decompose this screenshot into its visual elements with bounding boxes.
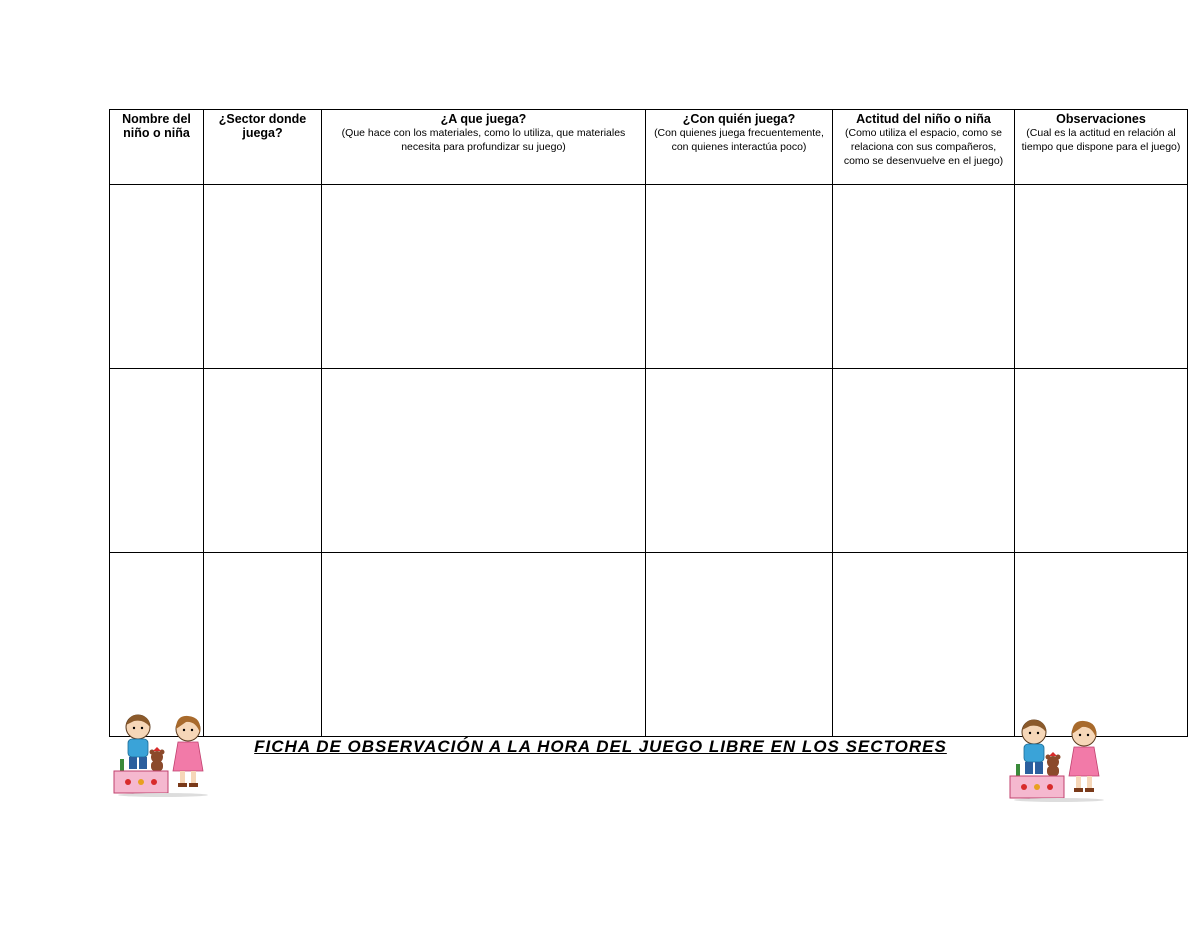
table-cell[interactable] — [1015, 553, 1188, 737]
column-header-observaciones — [1015, 110, 1188, 185]
table-row — [110, 185, 1188, 369]
table-cell[interactable] — [322, 185, 646, 369]
toy-box — [1010, 776, 1064, 798]
column-subtitle: (Con quienes juega frecuentemente, con quienes interactúa poco) — [654, 127, 824, 153]
teddy-bear-toy — [1046, 752, 1061, 776]
children-playing-illustration-left — [108, 711, 208, 797]
table-cell[interactable] — [204, 369, 322, 553]
table-cell[interactable] — [833, 185, 1015, 369]
column-title: Actitud del niño o niña — [856, 112, 991, 126]
document-title: FICHA DE OBSERVACIÓN A LA HORA DEL JUEGO LIBRE EN LOS SECTORES — [254, 737, 947, 756]
table-cell[interactable] — [1015, 185, 1188, 369]
bottle-toy — [120, 759, 124, 771]
table-row — [110, 369, 1188, 553]
column-header-con-quien-juega — [646, 110, 833, 185]
toy-box — [114, 771, 168, 793]
boy-figure — [126, 715, 150, 769]
column-title: ¿A que juega? — [440, 112, 527, 126]
table-cell[interactable] — [204, 553, 322, 737]
girl-figure — [1069, 721, 1099, 792]
table-header-row — [110, 110, 1188, 185]
observation-table — [109, 109, 1188, 737]
table-cell[interactable] — [322, 553, 646, 737]
table-cell[interactable] — [833, 553, 1015, 737]
column-title: ¿Sector donde juega? — [218, 112, 307, 140]
column-header-sector — [204, 110, 322, 185]
table-cell[interactable] — [322, 369, 646, 553]
table-cell[interactable] — [646, 553, 833, 737]
girl-figure — [173, 716, 203, 787]
column-header-actitud — [833, 110, 1015, 185]
column-header-a-que-juega — [322, 110, 646, 185]
table-cell[interactable] — [204, 185, 322, 369]
table-cell[interactable] — [1015, 369, 1188, 553]
table-cell[interactable] — [646, 185, 833, 369]
children-playing-illustration-right — [1004, 716, 1104, 802]
column-subtitle: (Como utiliza el espacio, como se relaciona con sus compañeros, como se desenvuelve en el juego) — [843, 127, 1004, 167]
teddy-bear-toy — [150, 747, 165, 771]
column-header-nombre — [110, 110, 204, 185]
column-subtitle: (Cual es la actitud en relación al tiempo que dispone para el juego) — [1021, 127, 1181, 153]
bottle-toy — [1016, 764, 1020, 776]
table-cell[interactable] — [110, 369, 204, 553]
column-title: Nombre del niño o niña — [122, 112, 191, 140]
table-row — [110, 553, 1188, 737]
table-cell[interactable] — [110, 553, 204, 737]
boy-figure — [1022, 720, 1046, 774]
column-title: Observaciones — [1056, 112, 1146, 126]
table-cell[interactable] — [833, 369, 1015, 553]
table-cell[interactable] — [646, 369, 833, 553]
column-title: ¿Con quién juega? — [682, 112, 796, 126]
table-cell[interactable] — [110, 185, 204, 369]
column-subtitle: (Que hace con los materiales, como lo utiliza, que materiales necesita para profundizar su juego) — [341, 127, 626, 153]
